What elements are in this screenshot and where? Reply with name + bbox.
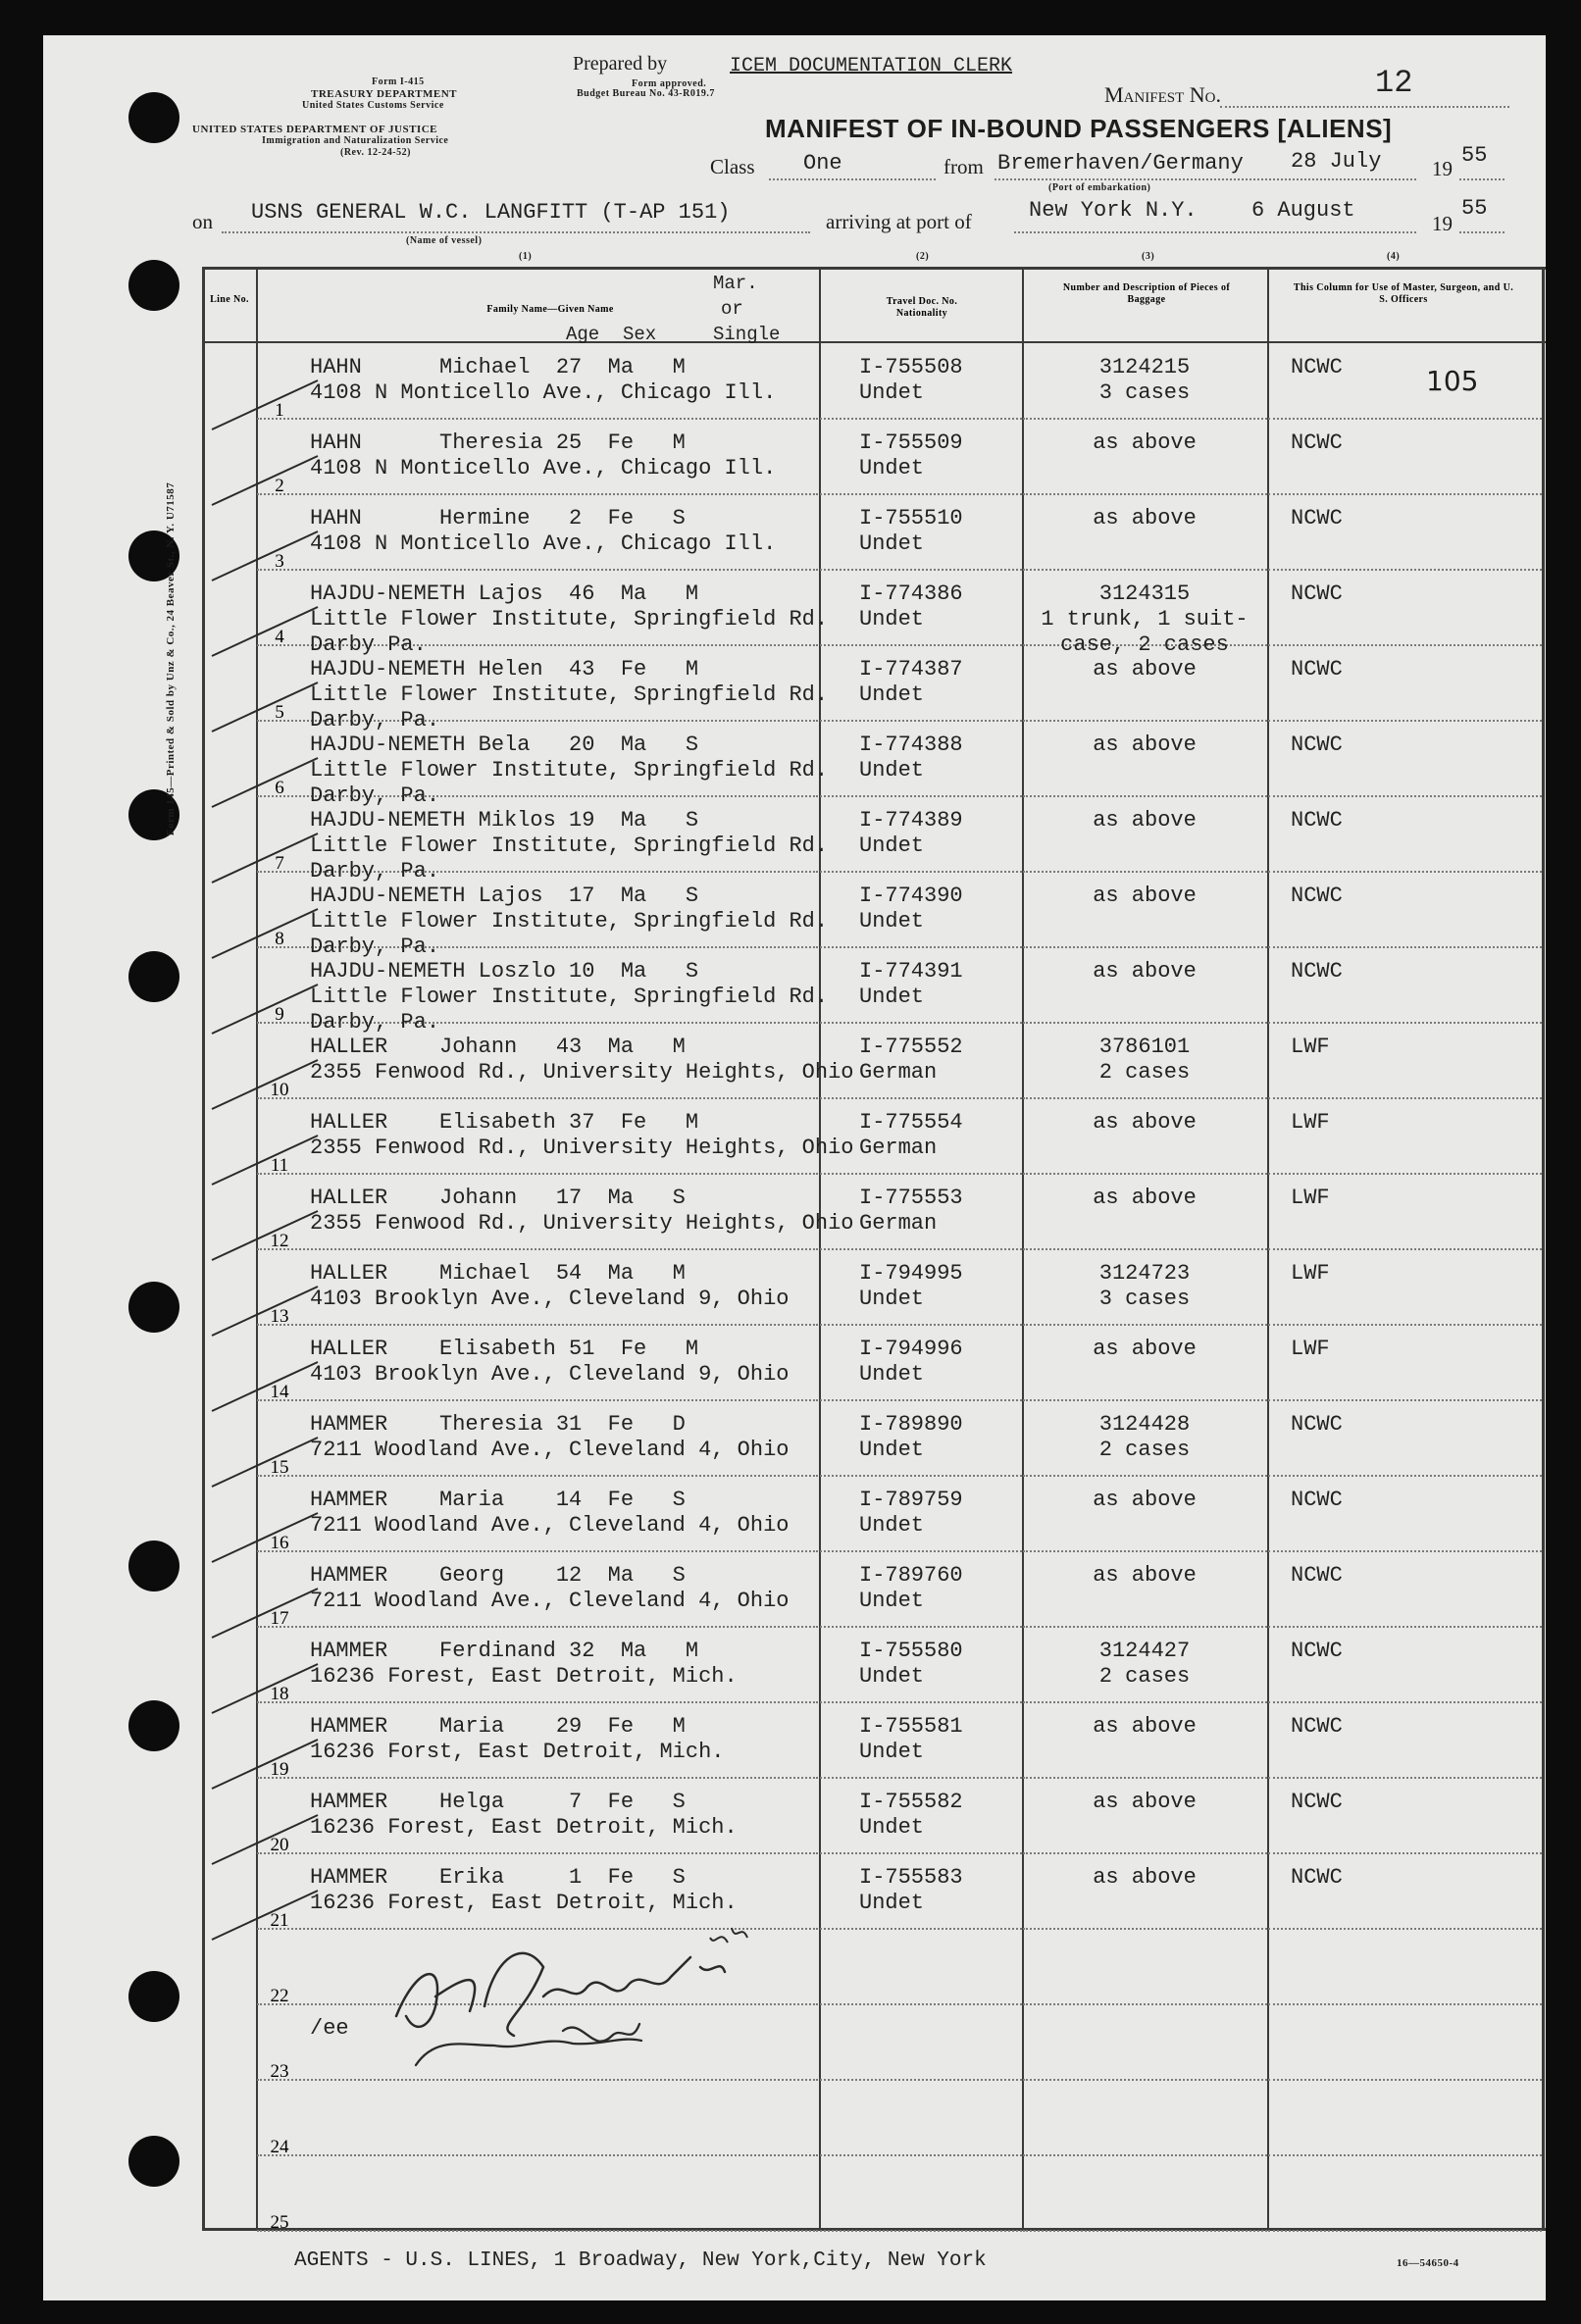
row-annotation: 105: [1426, 365, 1479, 397]
travel-doc-number: I-775554: [859, 1110, 963, 1135]
line-number: 13: [270, 1306, 289, 1327]
travel-doc-number: I-755509: [859, 430, 963, 455]
baggage-line-1: as above: [1093, 1563, 1197, 1588]
manifest-sheet: [43, 35, 1546, 2300]
baggage-line-1: 3124723: [1098, 1261, 1191, 1286]
travel-doc-number: I-774386: [859, 581, 963, 606]
officer-code: NCWC: [1291, 657, 1343, 682]
passenger-address: Little Flower Institute, Springfield Rd.: [310, 682, 829, 707]
line-number: 7: [275, 853, 284, 874]
table-row: [43, 1402, 1546, 1478]
line-number: 1: [275, 400, 284, 421]
line-number: 17: [270, 1608, 289, 1629]
line-number: 25: [270, 2212, 289, 2233]
line-number: 23: [270, 2061, 289, 2082]
passenger-name: HAJDU-NEMETH Bela 20 Ma S: [310, 733, 699, 757]
line-number: 6: [275, 778, 284, 798]
line-number: 4: [275, 627, 284, 647]
passenger-address: 2355 Fenwood Rd., University Heights, Ohio: [310, 1136, 854, 1160]
line-number: 22: [270, 1986, 289, 2006]
officer-code: LWF: [1291, 1337, 1330, 1361]
baggage-line-1: as above: [1093, 959, 1197, 984]
officer-code: LWF: [1291, 1110, 1330, 1135]
line-number: 19: [270, 1759, 289, 1780]
passenger-address: 16236 Forest, East Detroit, Mich.: [310, 1815, 738, 1840]
table-row: [43, 1855, 1546, 1931]
nationality: Undet: [859, 1664, 925, 1689]
table-row: [43, 421, 1546, 496]
table-row: [43, 1025, 1546, 1100]
nationality: Undet: [859, 1513, 925, 1538]
baggage-line-2: 1 trunk, 1 suit-: [1041, 607, 1249, 632]
treasury-dept: TREASURY DEPARTMENT: [311, 88, 457, 100]
baggage-line-2: 2 cases: [1098, 1438, 1191, 1462]
baggage-line-1: as above: [1093, 1337, 1197, 1361]
baggage-line-1: as above: [1093, 1865, 1197, 1890]
nationality: Undet: [859, 758, 925, 783]
passenger-address: 16236 Forest, East Detroit, Mich.: [310, 1891, 738, 1915]
nationality: Undet: [859, 1815, 925, 1840]
line-number: 14: [270, 1382, 289, 1402]
passenger-address: 4103 Brooklyn Ave., Cleveland 9, Ohio: [310, 1362, 790, 1387]
departure-date: 28 July: [1291, 149, 1382, 174]
table-row: [43, 1100, 1546, 1176]
nationality: Undet: [859, 834, 925, 858]
passenger-name: HAMMER Ferdinand 32 Ma M: [310, 1639, 699, 1663]
passenger-name: HAJDU-NEMETH Miklos 19 Ma S: [310, 808, 699, 833]
travel-doc-number: I-755510: [859, 506, 963, 530]
officer-code: LWF: [1291, 1035, 1330, 1059]
baggage-line-1: 3124315: [1098, 581, 1191, 606]
col-name: Family Name—Given Name: [486, 304, 614, 315]
nationality: Undet: [859, 1891, 925, 1915]
col-baggage: Number and Description of Pieces of Baggage: [1062, 282, 1231, 305]
line-number: 15: [270, 1457, 289, 1478]
passenger-name: HAJDU-NEMETH Lajos 17 Ma S: [310, 884, 699, 908]
officer-code: NCWC: [1291, 1563, 1343, 1588]
passenger-address: Little Flower Institute, Springfield Rd.: [310, 909, 829, 934]
justice-dept: UNITED STATES DEPARTMENT OF JUSTICE: [192, 124, 437, 135]
travel-doc-number: I-775552: [859, 1035, 963, 1059]
table-row: [43, 2157, 1546, 2233]
travel-doc-number: I-774391: [859, 959, 963, 984]
nationality: Undet: [859, 456, 925, 480]
table-row: [43, 1478, 1546, 1553]
on-label: on: [192, 210, 213, 233]
nationality: Undet: [859, 1740, 925, 1764]
line-number: 18: [270, 1684, 289, 1704]
baggage-line-2: 3 cases: [1098, 380, 1191, 405]
baggage-line-1: 3124428: [1098, 1412, 1191, 1437]
travel-doc-number: I-794996: [859, 1337, 963, 1361]
passenger-name: HALLER Johann 43 Ma M: [310, 1035, 686, 1059]
officer-code: NCWC: [1291, 355, 1343, 379]
col-sex: Sex: [623, 324, 657, 345]
col-officers: This Column for Use of Master, Surgeon, and U. S. Officers: [1293, 282, 1514, 305]
travel-doc-number: I-755583: [859, 1865, 963, 1890]
passenger-address-2: Darby Pa.: [310, 632, 427, 657]
arrival-port: New York N.Y.: [1029, 198, 1198, 223]
col-mar-3: Single: [713, 324, 781, 345]
table-row: [43, 572, 1546, 657]
nationality: German: [859, 1211, 938, 1236]
officer-code: NCWC: [1291, 1639, 1343, 1663]
col-mar-2: or: [721, 298, 743, 320]
travel-doc-number: I-789890: [859, 1412, 963, 1437]
passenger-name: HAHN Theresia 25 Fe M: [310, 430, 686, 455]
passenger-address: 7211 Woodland Ave., Cleveland 4, Ohio: [310, 1438, 790, 1462]
officer-code: NCWC: [1291, 808, 1343, 833]
from-label: from: [944, 155, 984, 178]
travel-doc-number: I-794995: [859, 1261, 963, 1286]
passenger-name: HALLER Elisabeth 51 Fe M: [310, 1337, 699, 1361]
passenger-name: /ee: [310, 2016, 349, 2041]
passenger-address: 4108 N Monticello Ave., Chicago Ill.: [310, 380, 777, 405]
baggage-line-2: 2 cases: [1098, 1664, 1191, 1689]
officer-code: NCWC: [1291, 1865, 1343, 1890]
travel-doc-number: I-774388: [859, 733, 963, 757]
nationality: Undet: [859, 1589, 925, 1613]
arrival-year-prefix: 19: [1432, 212, 1453, 235]
passenger-name: HAJDU-NEMETH Helen 43 Fe M: [310, 657, 699, 682]
col-line-no: Line No.: [210, 294, 249, 305]
port-caption: (Port of embarkation): [1048, 182, 1151, 193]
table-row: [43, 1553, 1546, 1629]
passenger-address: Little Flower Institute, Springfield Rd.: [310, 758, 829, 783]
baggage-line-3: case, 2 cases: [1060, 632, 1229, 657]
baggage-line-1: as above: [1093, 506, 1197, 530]
passenger-name: HALLER Elisabeth 37 Fe M: [310, 1110, 699, 1135]
officer-code: NCWC: [1291, 1488, 1343, 1512]
baggage-line-1: as above: [1093, 1790, 1197, 1814]
officer-code: NCWC: [1291, 1714, 1343, 1739]
line-number: 10: [270, 1080, 289, 1100]
table-row: [43, 949, 1546, 1035]
passenger-address: 4103 Brooklyn Ave., Cleveland 9, Ohio: [310, 1287, 790, 1311]
manifest-table: [43, 35, 1546, 2300]
line-number: 16: [270, 1533, 289, 1553]
line-number: 3: [275, 551, 284, 572]
officer-code: NCWC: [1291, 581, 1343, 606]
line-number: 5: [275, 702, 284, 723]
baggage-line-1: as above: [1093, 1488, 1197, 1512]
col-num-4: (4): [1387, 251, 1401, 262]
table-row: [43, 1327, 1546, 1402]
nationality: Undet: [859, 985, 925, 1009]
baggage-line-1: as above: [1093, 1186, 1197, 1210]
travel-doc-number: I-774387: [859, 657, 963, 682]
travel-doc-number: I-775553: [859, 1186, 963, 1210]
passenger-address: Little Flower Institute, Springfield Rd.: [310, 985, 829, 1009]
nationality: Undet: [859, 1362, 925, 1387]
baggage-line-1: as above: [1093, 884, 1197, 908]
passenger-address: 16236 Forest, East Detroit, Mich.: [310, 1664, 738, 1689]
arriving-label: arriving at port of: [826, 210, 972, 233]
travel-doc-number: I-755508: [859, 355, 963, 379]
form-approved: Form approved.: [632, 78, 707, 89]
table-row: [43, 647, 1546, 733]
col-num-2: (2): [916, 251, 930, 262]
passenger-name: HAMMER Helga 7 Fe S: [310, 1790, 686, 1814]
table-row: [43, 1780, 1546, 1855]
baggage-line-1: as above: [1093, 657, 1197, 682]
table-row: [43, 798, 1546, 884]
table-row: [43, 2082, 1546, 2157]
vessel-name: USNS GENERAL W.C. LANGFITT (T-AP 151): [251, 200, 731, 225]
arrival-year: 55: [1461, 196, 1488, 221]
baggage-line-1: as above: [1093, 1110, 1197, 1135]
line-number: 24: [270, 2137, 289, 2157]
prepared-by-value: ICEM DOCUMENTATION CLERK: [730, 55, 1013, 77]
table-row: [43, 874, 1546, 959]
officer-code: NCWC: [1291, 1412, 1343, 1437]
table-row: [43, 1629, 1546, 1704]
baggage-line-1: 3124427: [1098, 1639, 1191, 1663]
passenger-name: HAHN Michael 27 Ma M: [310, 355, 686, 379]
nationality: Undet: [859, 607, 925, 632]
nationality: Undet: [859, 909, 925, 934]
baggage-line-1: as above: [1093, 1714, 1197, 1739]
officer-code: NCWC: [1291, 959, 1343, 984]
table-row: [43, 496, 1546, 572]
vessel-caption: (Name of vessel): [406, 235, 483, 246]
agents-footer: AGENTS - U.S. LINES, 1 Broadway, New York,City, New York: [294, 2249, 987, 2272]
baggage-line-1: as above: [1093, 733, 1197, 757]
arrival-date: 6 August: [1251, 198, 1355, 223]
passenger-address: 2355 Fenwood Rd., University Heights, Ohio: [310, 1211, 854, 1236]
baggage-line-1: as above: [1093, 430, 1197, 455]
passenger-address-2: Darby, Pa.: [310, 859, 440, 884]
line-number: 12: [270, 1231, 289, 1251]
baggage-line-2: 2 cases: [1098, 1060, 1191, 1085]
passenger-address-2: Darby, Pa.: [310, 1010, 440, 1035]
col-num-1: (1): [519, 251, 533, 262]
officer-code: LWF: [1291, 1261, 1330, 1286]
class-value: One: [803, 151, 842, 176]
nationality: German: [859, 1136, 938, 1160]
passenger-address: 4108 N Monticello Ave., Chicago Ill.: [310, 456, 777, 480]
baggage-line-1: as above: [1093, 808, 1197, 833]
passenger-address: Little Flower Institute, Springfield Rd.: [310, 834, 829, 858]
passenger-name: HALLER Michael 54 Ma M: [310, 1261, 686, 1286]
officer-code: NCWC: [1291, 733, 1343, 757]
col-travel-doc: Travel Doc. No. Nationality: [886, 296, 958, 319]
passenger-name: HAMMER Georg 12 Ma S: [310, 1563, 686, 1588]
table-row: [43, 345, 1546, 421]
officer-code: LWF: [1291, 1186, 1330, 1210]
officer-code: NCWC: [1291, 1790, 1343, 1814]
passenger-address: Little Flower Institute, Springfield Rd.: [310, 607, 829, 632]
travel-doc-number: I-755582: [859, 1790, 963, 1814]
passenger-address-2: Darby, Pa.: [310, 708, 440, 733]
passenger-address-2: Darby, Pa.: [310, 935, 440, 959]
departure-year-prefix: 19: [1432, 157, 1453, 180]
table-row: [43, 1931, 1546, 2006]
manifest-title: MANIFEST OF IN-BOUND PASSENGERS [ALIENS]: [765, 114, 1393, 143]
passenger-address: 2355 Fenwood Rd., University Heights, Ohio: [310, 1060, 854, 1085]
line-number: 2: [275, 476, 284, 496]
officer-code: NCWC: [1291, 506, 1343, 530]
officer-code: NCWC: [1291, 430, 1343, 455]
passenger-name: HAJDU-NEMETH Lajos 46 Ma M: [310, 581, 699, 606]
travel-doc-number: I-755580: [859, 1639, 963, 1663]
line-number: 9: [275, 1004, 284, 1025]
table-row: [43, 1251, 1546, 1327]
passenger-address: 7211 Woodland Ave., Cleveland 4, Ohio: [310, 1513, 790, 1538]
from-value: Bremerhaven/Germany: [997, 151, 1244, 176]
travel-doc-number: I-789759: [859, 1488, 963, 1512]
passenger-address: 7211 Woodland Ave., Cleveland 4, Ohio: [310, 1589, 790, 1613]
line-number: 8: [275, 929, 284, 949]
passenger-name: HAMMER Maria 29 Fe M: [310, 1714, 686, 1739]
line-number: 21: [270, 1910, 289, 1931]
table-row: [43, 2006, 1546, 2082]
inspector-signature: [377, 1898, 769, 2085]
table-row: [43, 723, 1546, 808]
nationality: Undet: [859, 682, 925, 707]
departure-year: 55: [1461, 143, 1488, 168]
col-age: Age: [566, 324, 600, 345]
passenger-name: HAMMER Maria 14 Fe S: [310, 1488, 686, 1512]
manifest-no-value: 12: [1375, 65, 1413, 101]
class-label: Class: [710, 155, 755, 178]
form-id: Form I-415: [372, 76, 425, 87]
col-num-3: (3): [1142, 251, 1155, 262]
nationality: Undet: [859, 1438, 925, 1462]
nationality: German: [859, 1060, 938, 1085]
passenger-address: 4108 N Monticello Ave., Chicago Ill.: [310, 531, 777, 556]
nationality: Undet: [859, 380, 925, 405]
line-number: 20: [270, 1835, 289, 1855]
form-code: 16—54650-4: [1397, 2257, 1459, 2269]
table-row: [43, 1176, 1546, 1251]
line-number: 11: [270, 1155, 289, 1176]
passenger-name: HAHN Hermine 2 Fe S: [310, 506, 686, 530]
table-row: [43, 1704, 1546, 1780]
officer-code: NCWC: [1291, 884, 1343, 908]
travel-doc-number: I-789760: [859, 1563, 963, 1588]
baggage-line-1: 3786101: [1098, 1035, 1191, 1059]
passenger-name: HAJDU-NEMETH Loszlo 10 Ma S: [310, 959, 699, 984]
travel-doc-number: I-774390: [859, 884, 963, 908]
prepared-by-label: Prepared by: [573, 53, 668, 75]
passenger-name: HAMMER Theresia 31 Fe D: [310, 1412, 686, 1437]
baggage-line-1: 3124215: [1098, 355, 1191, 379]
passenger-address-2: Darby, Pa.: [310, 783, 440, 808]
revision: (Rev. 12-24-52): [340, 147, 411, 158]
side-imprint: Form 145—Printed & Sold by Unz & Co., 24 Beaver St., N. Y. U71587: [165, 481, 177, 836]
passenger-address: 16236 Forst, East Detroit, Mich.: [310, 1740, 725, 1764]
nationality: Undet: [859, 1287, 925, 1311]
travel-doc-number: I-755581: [859, 1714, 963, 1739]
baggage-line-2: 3 cases: [1098, 1287, 1191, 1311]
passenger-name: HAMMER Erika 1 Fe S: [310, 1865, 686, 1890]
travel-doc-number: I-774389: [859, 808, 963, 833]
budget-bureau: Budget Bureau No. 43-R019.7: [577, 88, 715, 99]
col-mar-1: Mar.: [713, 273, 758, 294]
passenger-name: HALLER Johann 17 Ma S: [310, 1186, 686, 1210]
nationality: Undet: [859, 531, 925, 556]
customs-service: United States Customs Service: [302, 100, 444, 111]
immigration-service: Immigration and Naturalization Service: [262, 135, 449, 146]
manifest-no-label: Manifest No.: [1104, 82, 1221, 107]
